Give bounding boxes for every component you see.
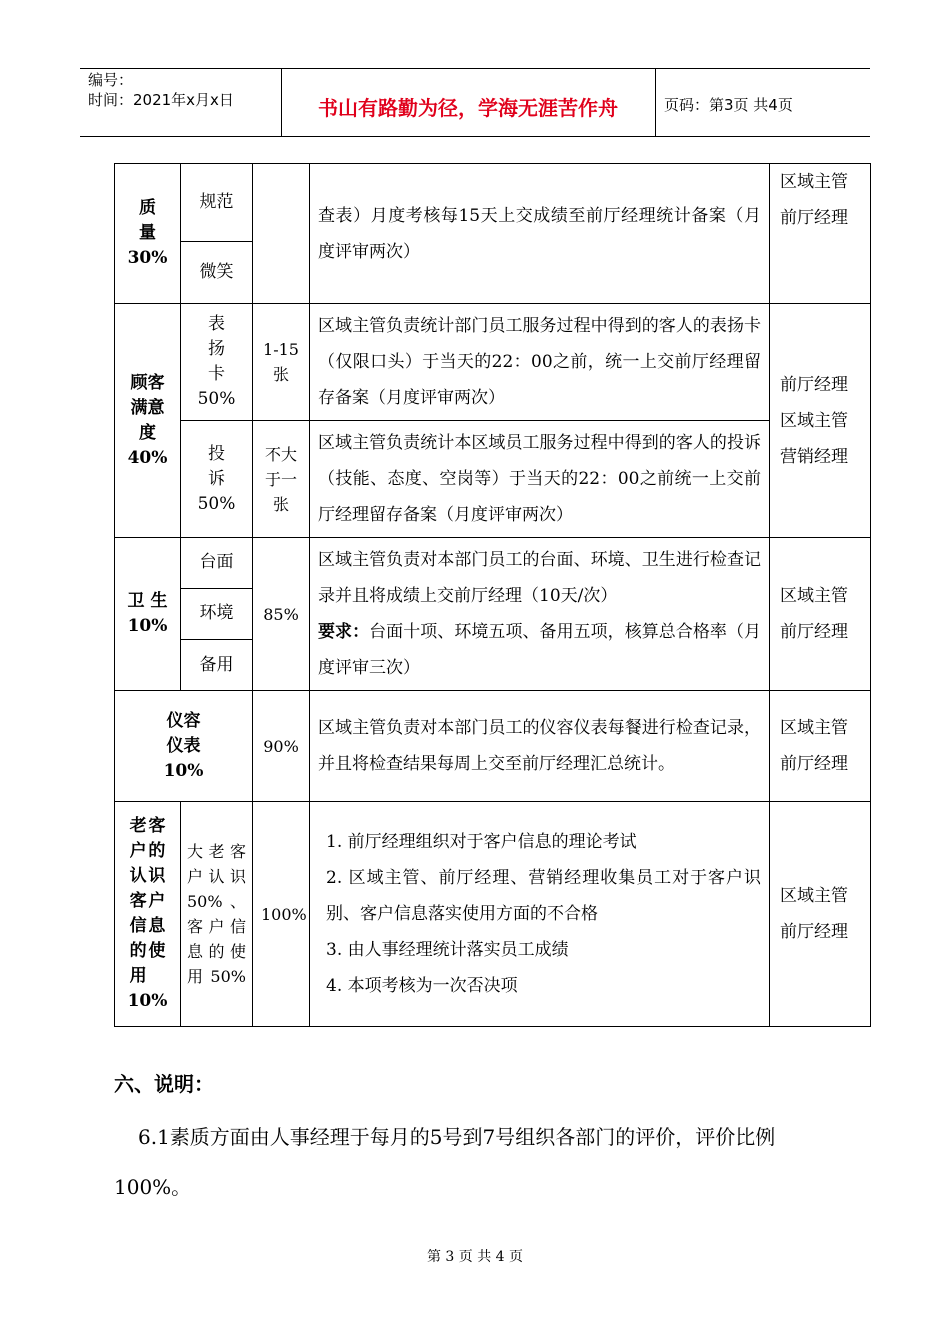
owner-cell: 区域主管前厅经理 bbox=[770, 691, 871, 802]
table-row bbox=[115, 538, 871, 589]
description-cell bbox=[310, 802, 770, 1027]
section-title: 六、说明： bbox=[114, 1072, 214, 1096]
category-quality: 质 量 30% bbox=[115, 164, 181, 304]
standard-cell: 100% bbox=[253, 802, 310, 1027]
owner-cell: 区域主管前厅经理 bbox=[770, 538, 871, 691]
description-cell: 区域主管负责对本部门员工的仪容仪表每餐进行检查记录，并且将检查结果每周上交至前厅经理汇总统计。 bbox=[310, 691, 770, 802]
subitem-cell: 表 扬 卡 50% bbox=[181, 304, 253, 421]
subitem-cell: 大老客户认识50%、客户信息的使用50% bbox=[181, 802, 253, 1027]
assessment-table bbox=[114, 163, 871, 1027]
description-cell: 区域主管负责统计部门员工服务过程中得到的客人的表扬卡（仅限口头）于当天的22：00之前，统一上交前厅经理留存备案（月度评审两次） bbox=[310, 304, 770, 421]
owner-cell: 区域主管前厅经理 bbox=[770, 164, 871, 304]
list-item: 2. 区域主管、前厅经理、营销经理收集员工对于客户识别、客户信息落实使用方面的不合格 bbox=[326, 868, 761, 924]
description-cell: 区域主管负责统计本区域员工服务过程中得到的客人的投诉（技能、态度、空岗等）于当天的22：00之前统一上交前厅经理留存备案（月度评审两次） bbox=[310, 421, 770, 538]
table-row bbox=[115, 802, 871, 1027]
standard-cell: 不大于一张 bbox=[253, 421, 310, 538]
category-hygiene: 卫 生 10% bbox=[115, 538, 181, 691]
header-bottom-rule bbox=[80, 136, 870, 137]
table-row bbox=[115, 164, 871, 242]
table-row bbox=[115, 304, 871, 421]
table-row bbox=[115, 421, 871, 538]
body-paragraph: 6.1素质方面由人事经理于每月的5号到7号组织各部门的评价，评价比例100%。 bbox=[114, 1125, 776, 1199]
subitem-cell: 台面 bbox=[181, 538, 253, 589]
category-appearance: 仪容 仪表 10% bbox=[115, 691, 253, 802]
owner-cell: 前厅经理区域主管营销经理 bbox=[770, 304, 871, 538]
standard-cell: 1-15张 bbox=[253, 304, 310, 421]
category-customer: 老户认客信的用客的识户息使 10% bbox=[115, 802, 181, 1027]
standard-cell bbox=[253, 164, 310, 304]
subitem-cell: 环境 bbox=[181, 588, 253, 640]
table-row bbox=[115, 691, 871, 802]
header-meta bbox=[88, 70, 234, 110]
page-footer: 第 3 页 共 4 页 bbox=[426, 1249, 524, 1265]
subitem-cell: 规范 bbox=[181, 164, 253, 242]
doc-number: 编号： bbox=[88, 71, 134, 89]
header-motto: 书山有路勤为径，学海无涯苦作舟 bbox=[318, 96, 618, 120]
standard-cell: 85% bbox=[253, 538, 310, 691]
header-divider bbox=[655, 68, 656, 136]
subitem-cell: 微笑 bbox=[181, 242, 253, 304]
list-item: 3. 由人事经理统计落实员工成绩 bbox=[326, 940, 569, 960]
category-satisfaction: 顾客 满意 度 40% bbox=[115, 304, 181, 538]
list-item: 4. 本项考核为一次否决项 bbox=[326, 976, 518, 996]
description-cell: 查表）月度考核每15天上交成绩至前厅经理统计备案（月度评审两次） bbox=[310, 164, 770, 304]
subitem-cell: 投 诉 50% bbox=[181, 421, 253, 538]
description-cell: 区域主管负责对本部门员工的台面、环境、卫生进行检查记录并且将成绩上交前厅经理（10天/次） 要求：台面十项、环境五项、备用五项，核算总合格率（月度评审三次） bbox=[310, 538, 770, 691]
list-item: 1. 前厅经理组织对于客户信息的理论考试 bbox=[326, 832, 637, 852]
subitem-cell: 备用 bbox=[181, 640, 253, 691]
header-page-number: 页码：第3页 共4页 bbox=[664, 96, 793, 114]
header-top-rule bbox=[80, 68, 870, 69]
doc-date: 时间：2021年x月x日 bbox=[88, 91, 234, 109]
standard-cell: 90% bbox=[253, 691, 310, 802]
owner-cell: 区域主管前厅经理 bbox=[770, 802, 871, 1027]
